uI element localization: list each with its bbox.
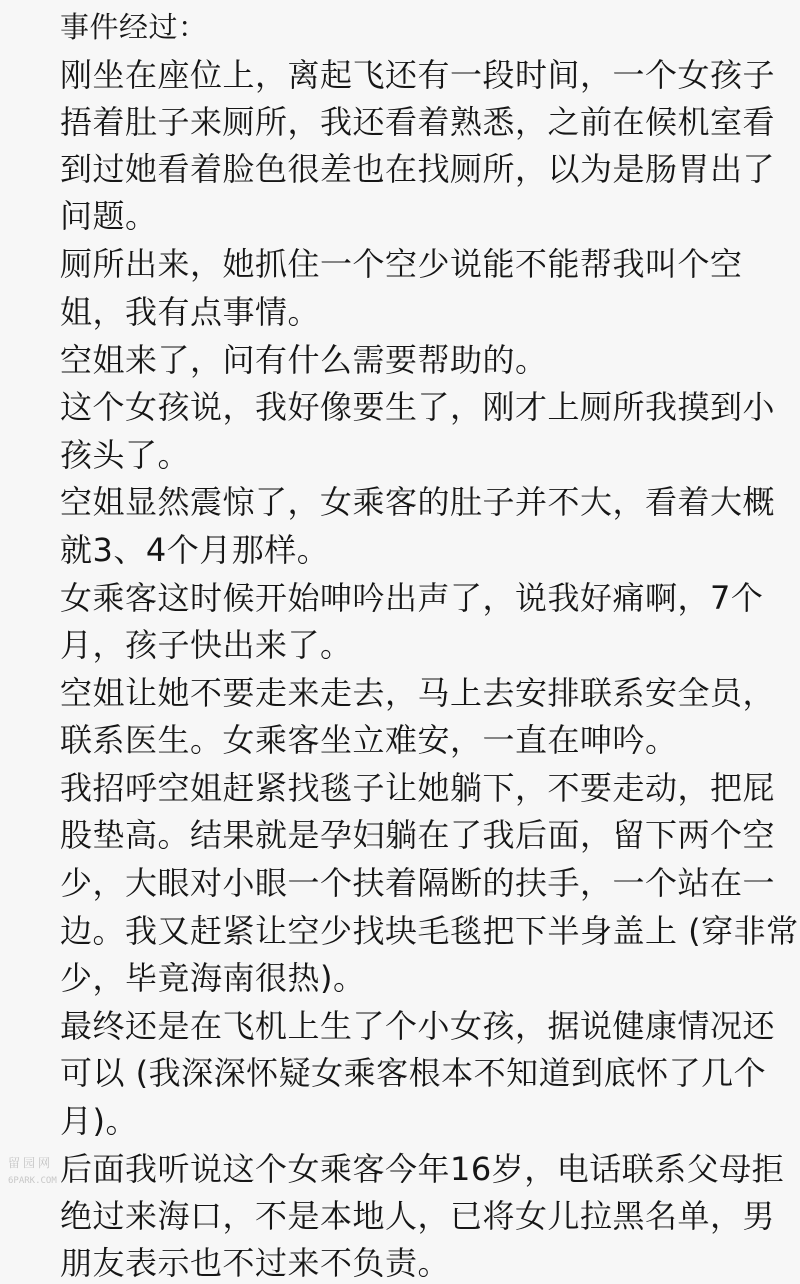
text-line: 空姐显然震惊了，女乘客的肚子并不大，看着大概 — [60, 483, 776, 521]
section-heading: 事件经过： — [60, 10, 208, 44]
text-line: 捂着肚子来厕所，我还看着熟悉，之前在候机室看 — [60, 103, 776, 141]
text-line: 最终还是在飞机上生了个小女孩，据说健康情况还 — [60, 1007, 776, 1045]
text-line: 绝过来海口，不是本地人，已将女儿拉黑名单，男 — [60, 1197, 776, 1235]
site-watermark — [8, 1156, 76, 1196]
text-line: 边。我又赶紧让空少找块毛毯把下半身盖上 (穿非常 — [60, 912, 799, 950]
text-line: 朋友表示也不过来不负责。 — [60, 1244, 451, 1282]
text-line: 姐，我有点事情。 — [60, 293, 321, 331]
text-line: 月)。 — [60, 1102, 138, 1140]
text-line: 刚坐在座位上，离起飞还有一段时间，一个女孩子 — [60, 56, 776, 94]
text-line: 我招呼空姐赶紧找毯子让她躺下，不要走动，把屁 — [60, 769, 776, 807]
text-line: 这个女孩说，我好像要生了，刚才上厕所我摸到小 — [60, 388, 776, 426]
text-line: 空姐让她不要走来走去，马上去安排联系安全员， — [60, 674, 776, 712]
text-line: 少，毕竟海南很热)。 — [60, 959, 366, 997]
watermark-domain: 6PARK.COM — [8, 1176, 57, 1186]
text-line: 厕所出来，她抓住一个空少说能不能帮我叫个空 — [60, 245, 743, 283]
text-line: 问题。 — [60, 197, 158, 235]
text-line: 空姐来了，问有什么需要帮助的。 — [60, 341, 548, 379]
watermark-title: 留园网 — [8, 1156, 54, 1170]
text-line: 可以 (我深深怀疑女乘客根本不知道到底怀了几个 — [60, 1054, 767, 1092]
text-line: 孩头了。 — [60, 436, 191, 474]
text-line: 就3、4个月那样。 — [60, 531, 330, 569]
text-line: 女乘客这时候开始呻吟出声了，说我好痛啊，7个 — [60, 579, 764, 617]
text-line: 联系医生。女乘客坐立难安，一直在呻吟。 — [60, 721, 678, 759]
text-line: 月，孩子快出来了。 — [60, 626, 353, 664]
text-line: 到过她看着脸色很差也在找厕所，以为是肠胃出了 — [60, 150, 776, 188]
text-line: 少，大眼对小眼一个扶着隔断的扶手，一个站在一 — [60, 864, 776, 902]
text-line: 股垫高。结果就是孕妇躺在了我后面，留下两个空 — [60, 816, 776, 854]
text-line: 后面我听说这个女乘客今年16岁，电话联系父母拒 — [60, 1150, 785, 1188]
